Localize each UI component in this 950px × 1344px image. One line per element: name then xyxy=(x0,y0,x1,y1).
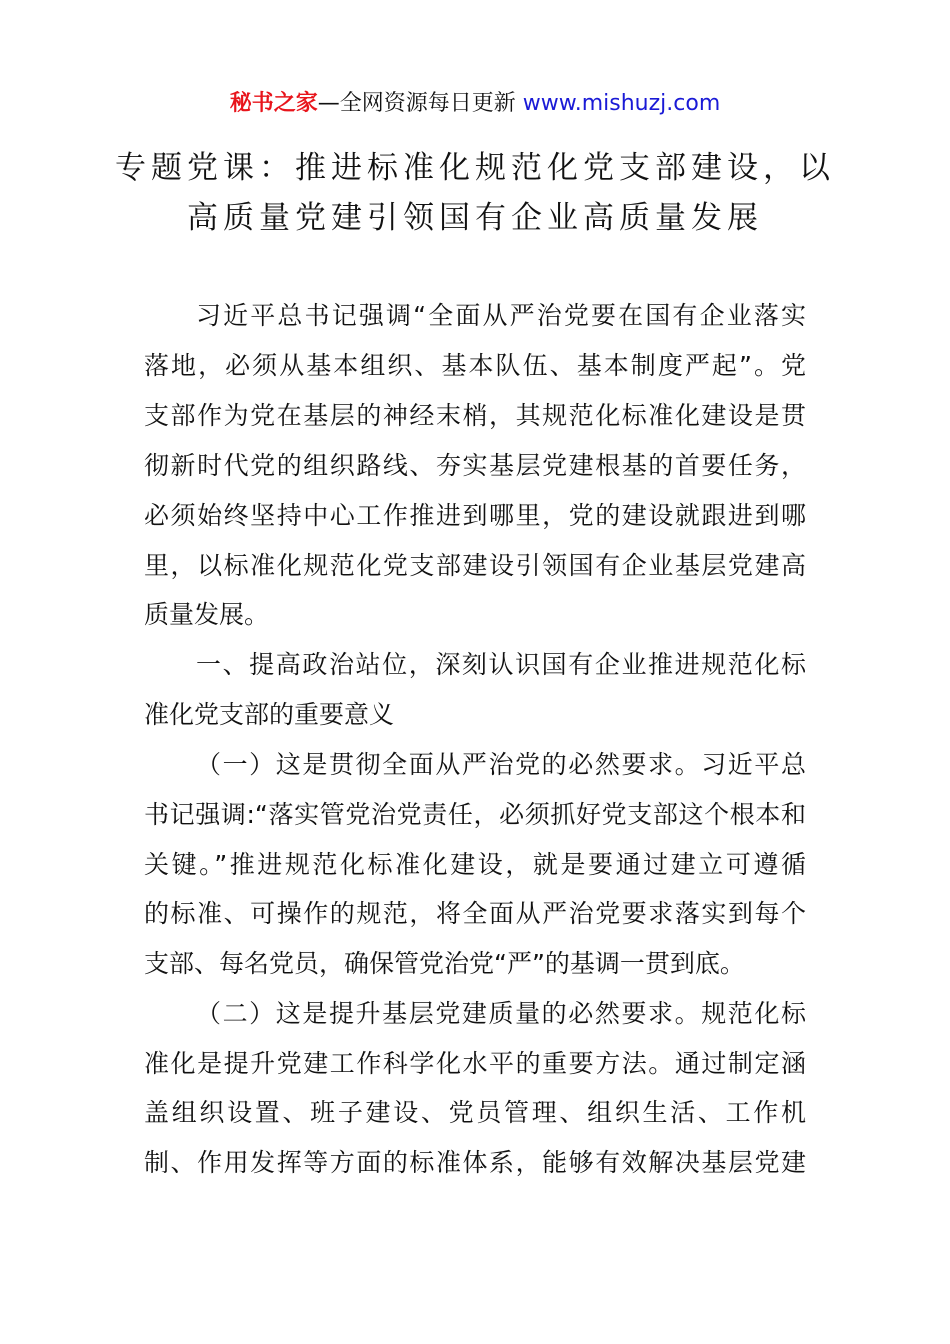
body-line: 落地，必须从基本组织、基本队伍、基本制度严起”。党 xyxy=(144,351,806,380)
body-line: 制、作用发挥等方面的标准体系，能够有效解决基层党建 xyxy=(144,1148,806,1177)
body-line: 里，以标准化规范化党支部建设引领国有企业基层党建高 xyxy=(144,551,806,580)
body-line: 准化是提升党建工作科学化水平的重要方法。通过制定涵 xyxy=(144,1049,806,1078)
body-line: （一）这是贯彻全面从严治党的必然要求。习近平总 xyxy=(196,750,806,779)
body-line: 质量发展。 xyxy=(144,600,270,629)
document-title-line-1: 专题党课：推进标准化规范化党支部建设，以 xyxy=(115,150,835,186)
section-heading: 准化党支部的重要意义 xyxy=(144,700,395,729)
body-line: 支部、每名党员，确保管党治党“严”的基调一贯到底。 xyxy=(144,949,745,978)
site-banner xyxy=(0,88,950,120)
brand-name: 秘书之家 xyxy=(229,91,318,116)
body-line: 习近平总书记强调“全面从严治党要在国有企业落实 xyxy=(196,301,806,330)
document-title-line-2: 高质量党建引领国有企业高质量发展 xyxy=(187,200,763,236)
section-heading: 一、提高政治站位，深刻认识国有企业推进规范化标 xyxy=(196,650,806,679)
site-link[interactable]: www.mishuzj.com xyxy=(522,91,721,116)
body-line: 的标准、可操作的规范，将全面从严治党要求落实到每个 xyxy=(144,899,806,928)
body-line: 关键。”推进规范化标准化建设，就是要通过建立可遵循 xyxy=(144,850,806,879)
body-line: 书记强调:“落实管党治党责任，必须抓好党支部这个根本和 xyxy=(144,800,806,829)
body-line: 支部作为党在基层的神经末梢，其规范化标准化建设是贯 xyxy=(144,401,806,430)
body-line: 盖组织设置、班子建设、党员管理、组织生活、工作机 xyxy=(144,1098,806,1127)
banner-slogan: —全网资源每日更新 xyxy=(317,91,523,116)
body-line: （二）这是提升基层党建质量的必然要求。规范化标 xyxy=(196,999,806,1028)
body-line: 必须始终坚持中心工作推进到哪里，党的建设就跟进到哪 xyxy=(144,501,806,530)
body-line: 彻新时代党的组织路线、夯实基层党建根基的首要任务， xyxy=(144,451,806,480)
